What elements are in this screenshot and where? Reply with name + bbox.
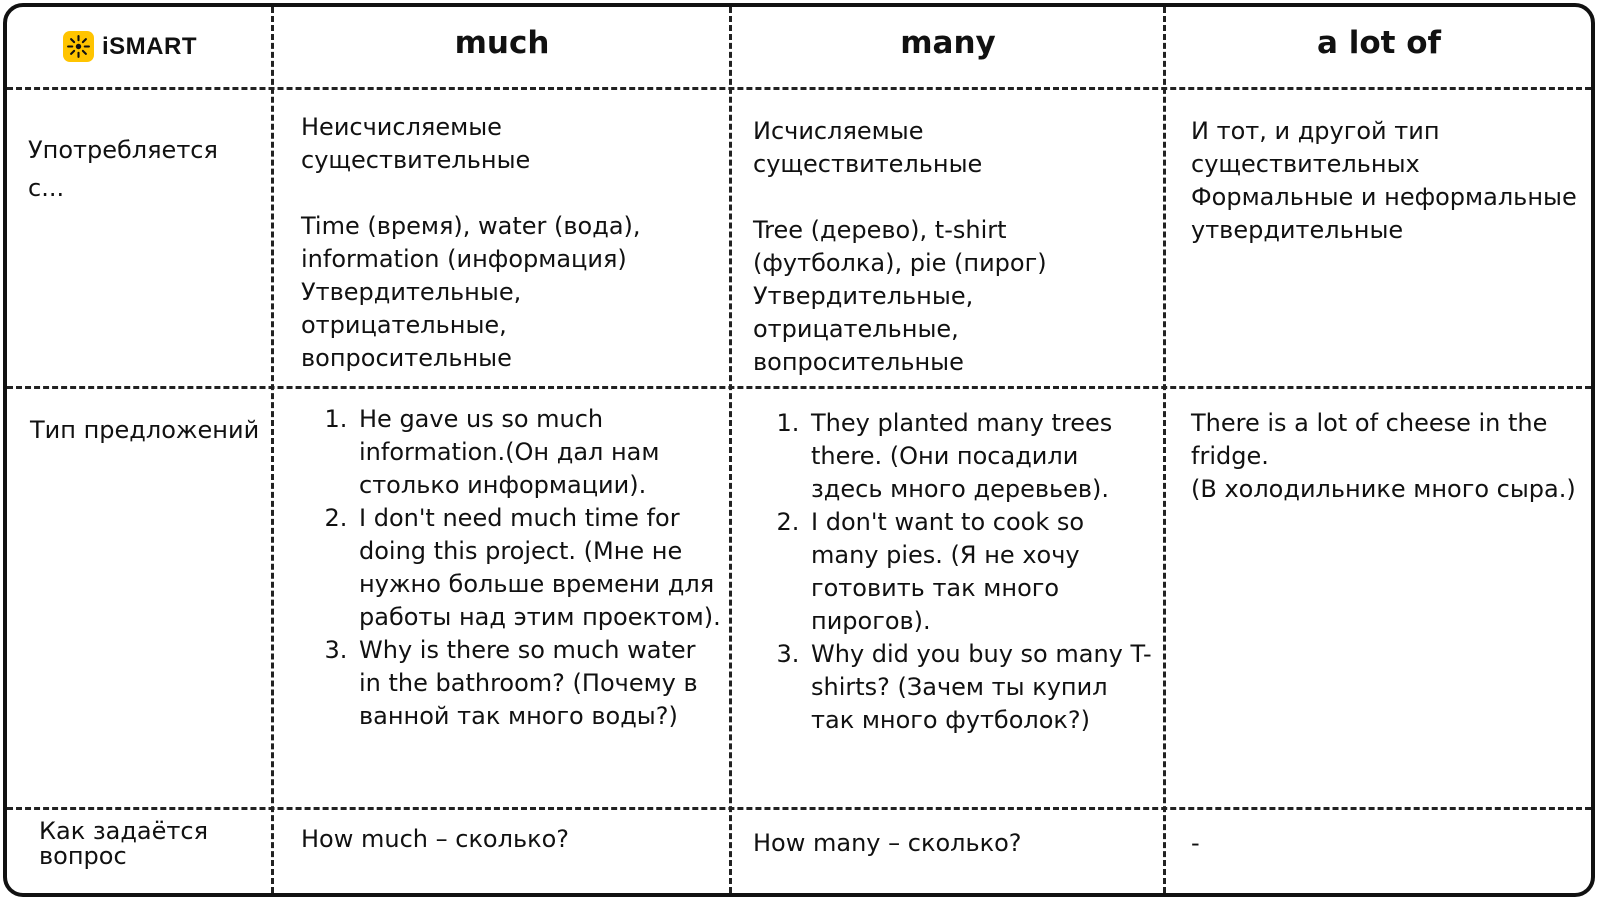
column-divider: [271, 7, 274, 893]
header-many: many: [900, 25, 996, 61]
usage-many-cell: [753, 115, 1153, 379]
usage-much-cell: [301, 111, 721, 375]
usage-a-lot-of-cell: И тот, и другой тип существительных Формальные и неформальные утвердительные: [1191, 117, 1577, 244]
column-divider: [729, 7, 732, 893]
grammar-table: [3, 3, 1595, 897]
sentences-a-lot-of-cell: [1191, 407, 1581, 506]
header-much: much: [454, 25, 550, 61]
usage-much-type: Неисчисляемые существительные: [301, 113, 531, 174]
list-item: 1. They planted many trees there. (Они посадили здесь много деревьев).: [807, 407, 1153, 506]
header-a-lot-of: a lot of: [1316, 25, 1442, 61]
list-item: 2. I don't want to cook so many pies. (Я не хочу готовить так много пирогов).: [807, 506, 1153, 638]
row-label-question: Как задаётся вопрос: [39, 817, 209, 870]
usage-many-examples: Tree (дерево), t-shirt (футболка), pie (пирог) Утвердительные, отрицательные, вопросительные: [753, 216, 1047, 376]
sentences-many-list: [753, 407, 1153, 737]
row-divider: [7, 87, 1591, 90]
sun-logo-icon: [63, 31, 94, 62]
list-item: 3. Why did you buy so many T-shirts? (Зачем ты купил так много футболок?): [807, 638, 1153, 737]
a-lot-of-example: There is a lot of cheese in the fridge.: [1191, 409, 1548, 470]
sentences-many-cell: [753, 407, 1153, 737]
row-label-sentences: Тип предложений: [30, 416, 260, 444]
question-many-cell: How many – сколько?: [753, 829, 1022, 857]
row-label-usage: Употребляется с...: [28, 136, 218, 202]
sentences-much-cell: [301, 403, 721, 733]
brand-name: iSMART: [102, 32, 197, 60]
list-item: 2. I don't need much time for doing this project. (Мне не нужно больше времени для работы над этим проектом).: [355, 502, 721, 634]
list-item: 1. He gave us so much information.(Он дал нам столько информации).: [355, 403, 721, 502]
usage-much-examples: Time (время), water (вода), information (информация) Утвердительные, отрицательные, вопросительные: [301, 212, 641, 372]
question-much-cell: How much – сколько?: [301, 825, 570, 853]
sentences-much-list: [301, 403, 721, 733]
list-item: 3. Why is there so much water in the bathroom? (Почему в ванной так много воды?): [355, 634, 721, 733]
usage-many-type: Исчисляемые существительные: [753, 117, 983, 178]
row-divider: [7, 807, 1591, 810]
row-divider: [7, 386, 1591, 389]
a-lot-of-translation: (В холодильнике много сыра.): [1191, 475, 1576, 503]
column-divider: [1163, 7, 1166, 893]
brand-logo: [63, 31, 197, 62]
question-a-lot-of-cell: -: [1191, 829, 1200, 857]
